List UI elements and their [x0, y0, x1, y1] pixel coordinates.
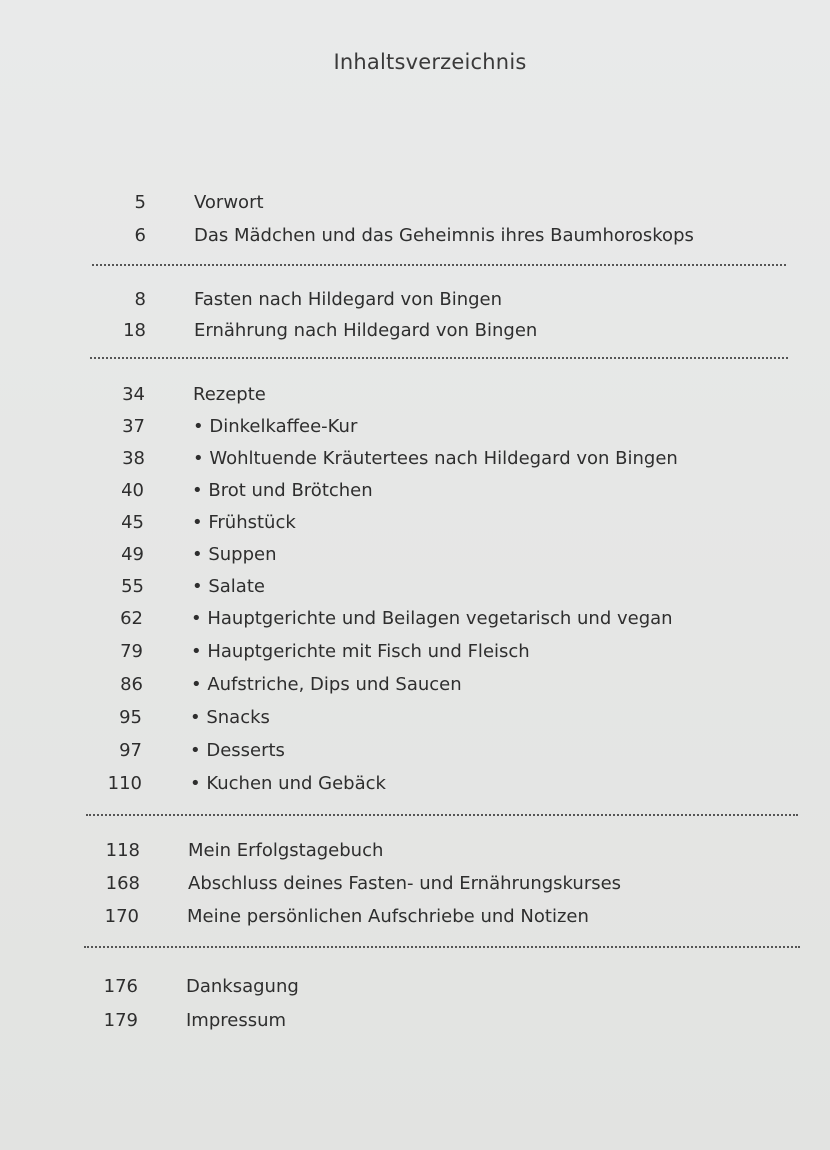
entry-title: Vorwort: [194, 192, 264, 213]
entry-title: • Salate: [192, 576, 265, 597]
page-number: 179: [103, 1010, 138, 1031]
entry-title: Rezepte: [193, 384, 266, 405]
entry-title: • Frühstück: [192, 512, 296, 533]
page-number: 55: [121, 576, 144, 597]
page-number: 6: [134, 225, 146, 246]
entry-title: Impressum: [186, 1010, 287, 1031]
section-divider: [90, 357, 788, 359]
page-number: 110: [107, 773, 142, 794]
page-number: 49: [121, 544, 144, 565]
entry-title: • Brot und Brötchen: [192, 480, 373, 501]
page-number: 18: [123, 320, 146, 341]
entry-title: • Dinkelkaffee-Kur: [193, 416, 358, 437]
entry-title: • Wohltuende Kräutertees nach Hildegard von Bingen: [193, 448, 678, 469]
page-number: 37: [122, 416, 145, 437]
page-number: 40: [121, 480, 144, 501]
page-number: 118: [105, 840, 140, 861]
entry-title: • Hauptgerichte und Beilagen vegetarisch und vegan: [191, 608, 673, 629]
page-number: 97: [119, 740, 142, 761]
entry-title: • Kuchen und Gebäck: [190, 773, 386, 794]
section-divider: [86, 814, 798, 816]
entry-title: Abschluss deines Fasten- und Ernährungskurses: [188, 873, 622, 894]
page-number: 170: [104, 906, 139, 927]
entry-title: Ernährung nach Hildegard von Bingen: [194, 320, 538, 341]
entry-title: • Suppen: [192, 544, 277, 565]
entry-title: • Snacks: [190, 707, 270, 728]
page-number: 45: [121, 512, 144, 533]
page-number: 86: [120, 674, 143, 695]
entry-title: Mein Erfolgstagebuch: [188, 840, 384, 861]
entry-title: Danksagung: [186, 976, 299, 997]
page-number: 79: [120, 641, 143, 662]
page-number: 95: [119, 707, 142, 728]
page-number: 62: [120, 608, 143, 629]
page-number: 168: [105, 873, 140, 894]
page-title: Inhaltsverzeichnis: [333, 50, 527, 74]
entry-title: • Hauptgerichte mit Fisch und Fleisch: [191, 641, 530, 662]
entry-title: Fasten nach Hildegard von Bingen: [194, 289, 503, 310]
entry-title: • Aufstriche, Dips und Saucen: [191, 674, 462, 695]
section-divider: [92, 264, 786, 266]
page-number: 34: [122, 384, 145, 405]
page-number: 8: [134, 289, 146, 310]
entry-title: Meine persönlichen Aufschriebe und Notizen: [187, 906, 589, 927]
section-divider: [84, 946, 800, 948]
page-number: 5: [134, 192, 146, 213]
page-number: 38: [122, 448, 145, 469]
page-number: 176: [103, 976, 138, 997]
entry-title: Das Mädchen und das Geheimnis ihres Baumhoroskops: [194, 225, 694, 246]
entry-title: • Desserts: [190, 740, 285, 761]
